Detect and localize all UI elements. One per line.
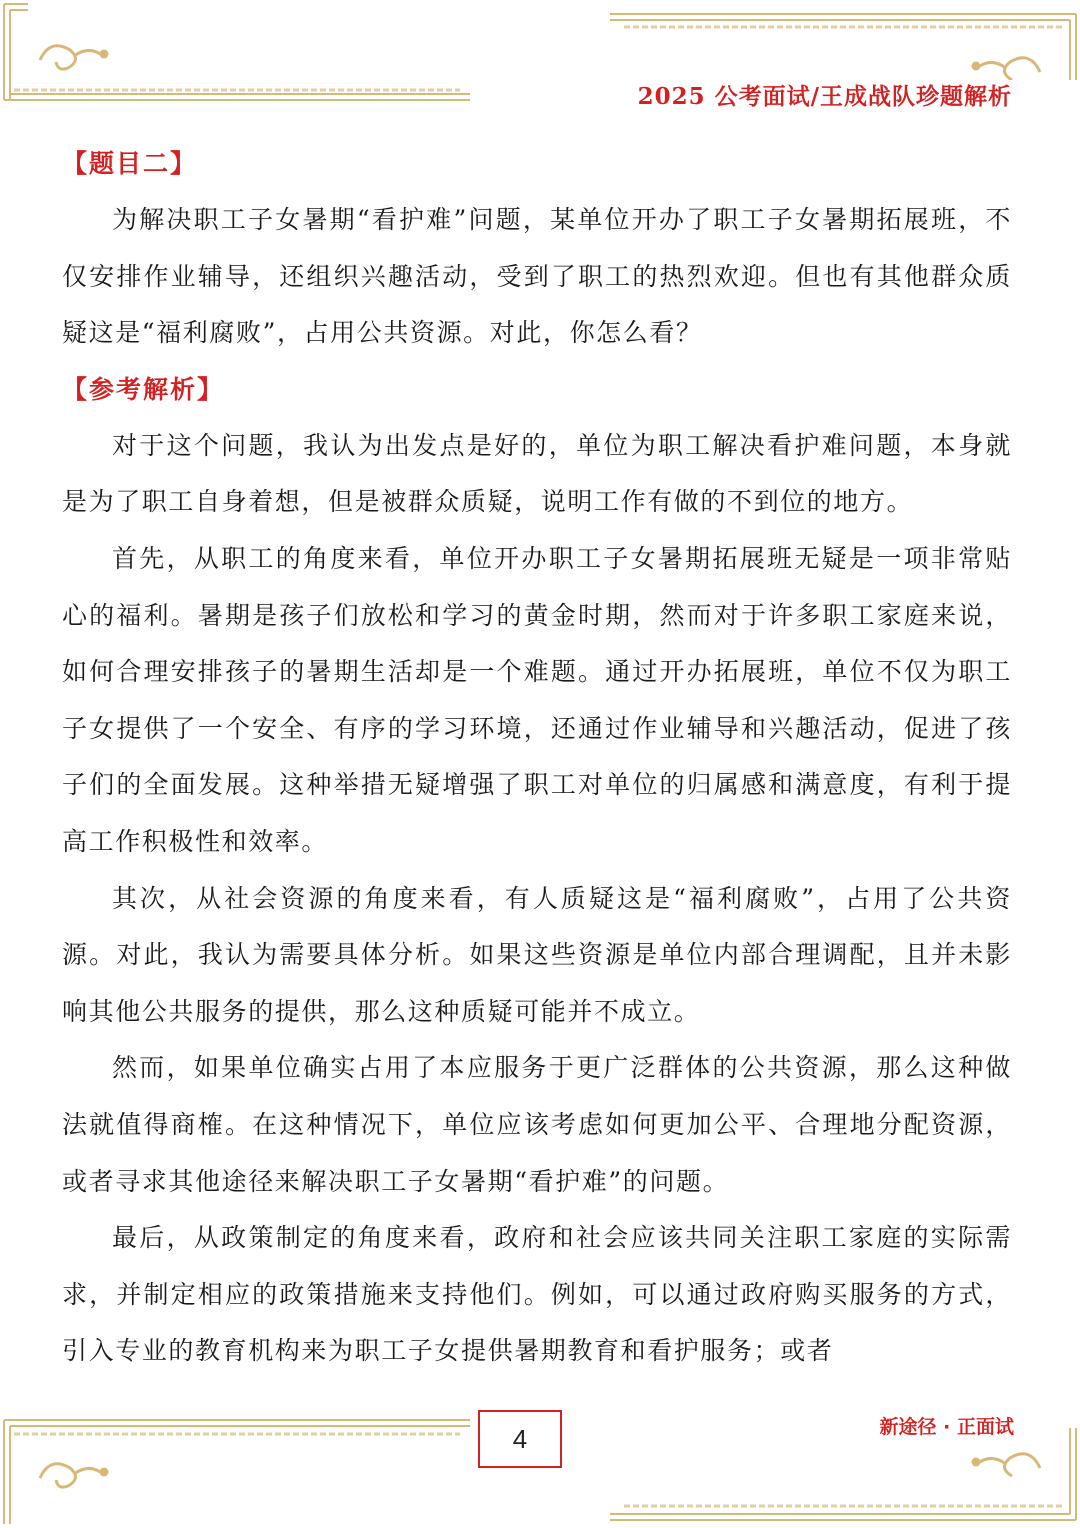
content-area [62,136,1012,1380]
ornament-top-right [600,0,1080,80]
question-heading: 【题目二】 [62,149,198,178]
analysis-heading: 【参考解析】 [62,374,225,404]
analysis-paragraph-5: 最后，从政策制定的角度来看，政府和社会应该共同关注职工家庭的实际需求，并制定相应的政策措施来支持他们。例如，可以通过政府购买服务的方式，引入专业的教育机构来为职工子女提供暑期教育和看护服务；或者 [62,1223,1012,1366]
page-number: 4 [478,1410,562,1468]
header-title: 2025 公考面试/王成战队珍题解析 [637,83,1012,110]
analysis-paragraph-3: 其次，从社会资源的角度来看，有人质疑这是“福利腐败”，占用了公共资源。对此，我认为需要具体分析。如果这些资源是单位内部合理调配，且并未影响其他公共服务的提供，那么这种质疑可能并不成立。 [62,883,1012,1026]
analysis-paragraph-4: 然而，如果单位确实占用了本应服务于更广泛群体的公共资源，那么这种做法就值得商榷。在这种情况下，单位应该考虑如何更加公平、合理地分配资源，或者寻求其他途径来解决职工子女暑期“看护难”的问题。 [62,1053,1012,1196]
question-paragraph: 为解决职工子女暑期“看护难”问题，某单位开办了职工子女暑期拓展班，不仅安排作业辅导，还组织兴趣活动，受到了职工的热烈欢迎。但也有其他群众质疑这是“福利腐败”，占用公共资源。对此，你怎么看？ [62,205,1012,348]
ornament-bottom-left [0,1408,480,1528]
analysis-paragraph-2: 首先，从职工的角度来看，单位开办职工子女暑期拓展班无疑是一项非常贴心的福利。暑期是孩子们放松和学习的黄金时期，然而对于许多职工家庭来说，如何合理安排孩子的暑期生活却是一个难题。通过开办拓展班，单位不仅为职工子女提供了一个安全、有序的学习环境，还通过作业辅导和兴趣活动，促进了孩子们的全面发展。这种举措无疑增强了职工对单位的归属感和满意度，有利于提高工作积极性和效率。 [62,543,1012,856]
analysis-paragraph-1: 对于这个问题，我认为出发点是好的，单位为职工解决看护难问题，本身就是为了职工自身着想，但是被群众质疑，说明工作有做的不到位的地方。 [62,430,1012,517]
ornament-top-left [0,0,480,110]
footer-brand: 新途径 · 正面试 [879,1416,1014,1438]
